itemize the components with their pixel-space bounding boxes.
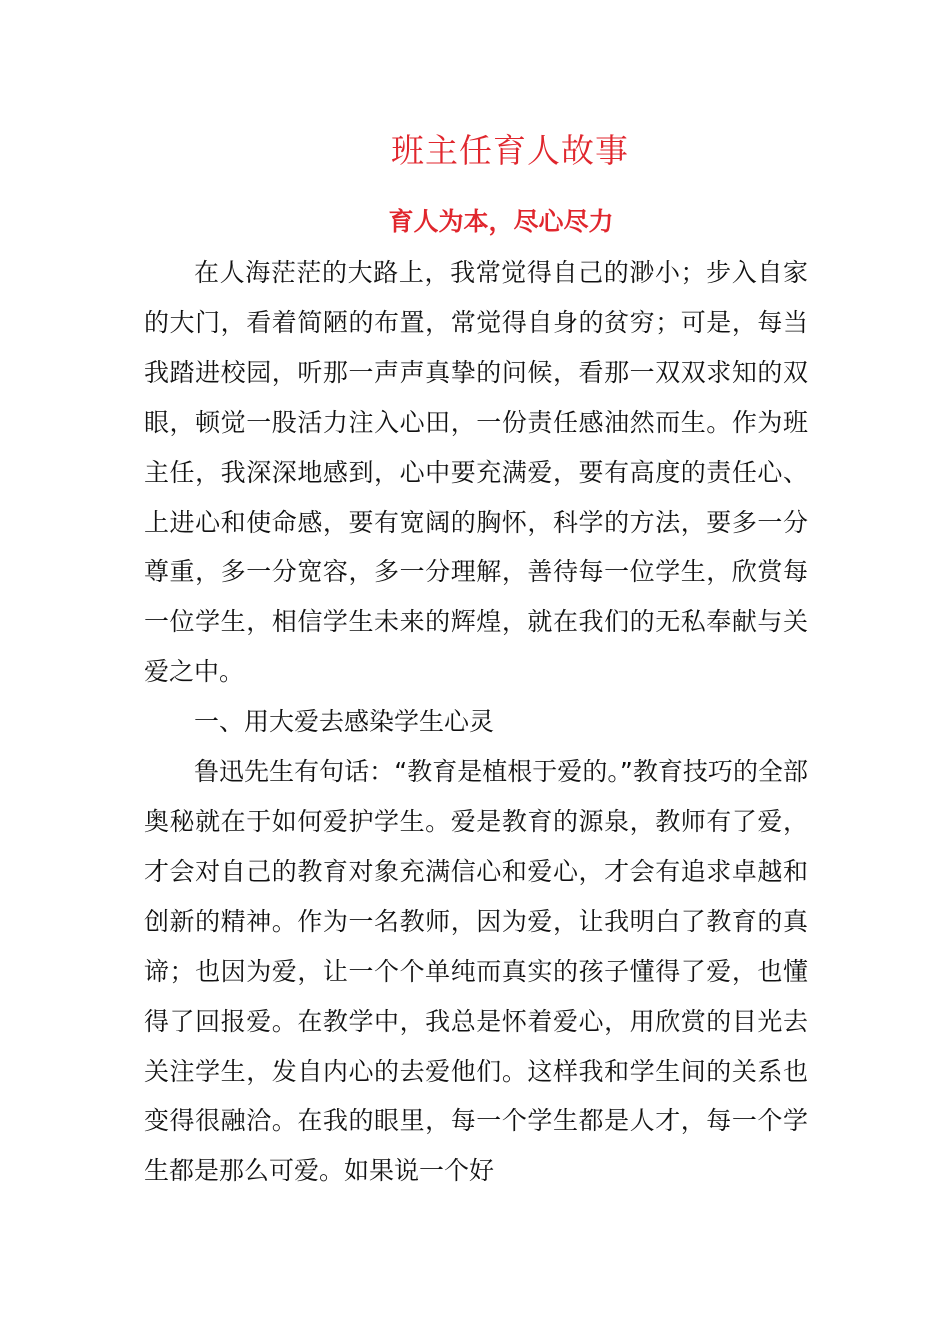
- paragraph-intro: 在人海茫茫的大路上，我常觉得自己的渺小；步入自家的大门，看着简陋的布置，常觉得自身的贫穷；可是，每当我踏进校园，听那一声声真挚的问候，看那一双双求知的双眼，顿觉一股活力注入心田，一份责任感油然而生。作为班主任，我深深地感到，心中要充满爱，要有高度的责任心、上进心和使命感，要有宽阔的胸怀，科学的方法，要多一分尊重，多一分宽容，多一分理解，善待每一位学生，欣赏每一位学生，相信学生未来的辉煌，就在我们的无私奉献与关爱之中。: [144, 258, 808, 687]
- document-title: 班主任育人故事: [391, 131, 629, 170]
- section-heading: 一、用大爱去感染学生心灵: [194, 707, 495, 737]
- document-body: [144, 248, 808, 1196]
- paragraph-love: 鲁迅先生有句话：“教育是植根于爱的。”教育技巧的全部奥秘就在于如何爱护学生。爱是教育的源泉，教师有了爱，才会对自己的教育对象充满信心和爱心，才会有追求卓越和创新的精神。作为一名教师，因为爱，让我明白了教育的真谛；也因为爱，让一个个单纯而真实的孩子懂得了爱，也懂得了回报爱。在教学中，我总是怀着爱心，用欣赏的目光去关注学生，发自内心的去爱他们。这样我和学生间的关系也变得很融洽。在我的眼里，每一个学生都是人才，每一个学生都是那么可爱。如果说一个好: [144, 757, 808, 1186]
- document-subtitle: 育人为本，尽心尽力: [388, 207, 614, 236]
